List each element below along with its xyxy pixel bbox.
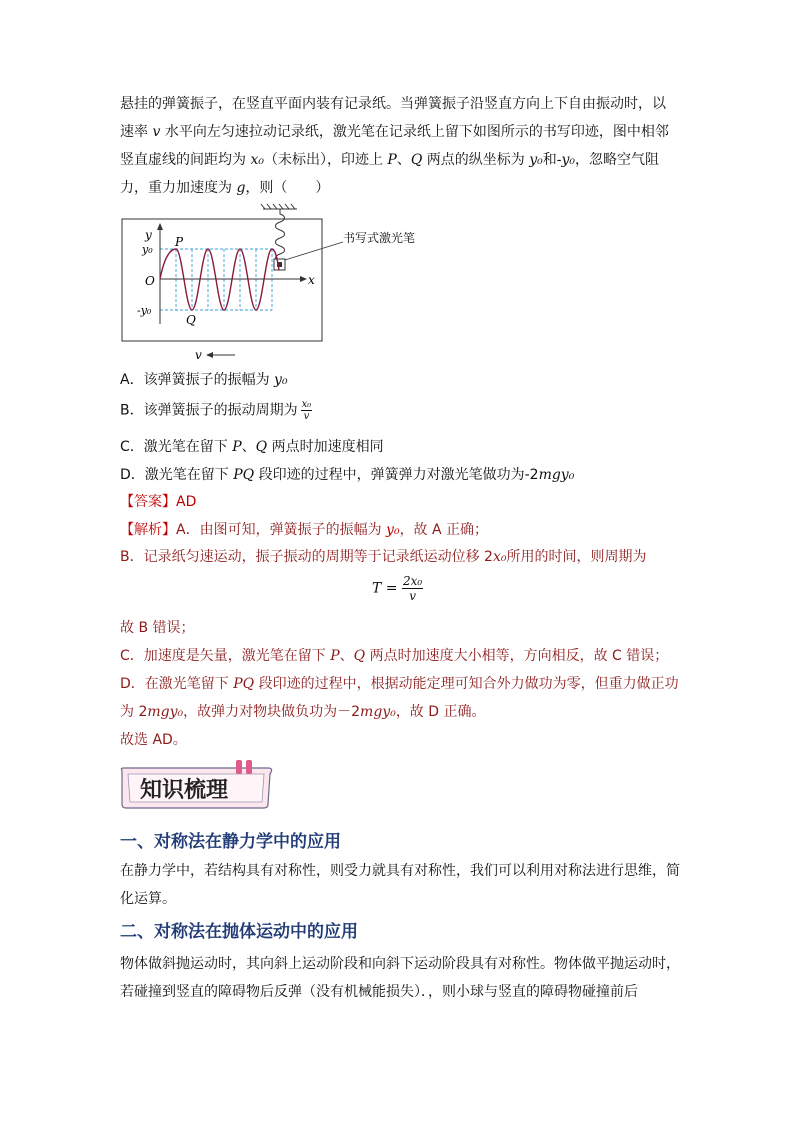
point-p-label: P bbox=[175, 235, 184, 249]
oscillation-figure bbox=[115, 200, 445, 368]
tick-y0: y₀ bbox=[142, 243, 153, 256]
axis-x-label: x bbox=[308, 273, 315, 287]
pen-label: 书写式激光笔 bbox=[343, 231, 416, 245]
period-formula: T = $\frac{\text{2x₀}}{v}$ bbox=[372, 574, 423, 603]
analysis-a: 【解析】A．由图可知，弹簧振子的振幅为 y₀，故 A 正确； bbox=[120, 522, 489, 538]
point-q-label: Q bbox=[186, 313, 196, 327]
velocity-label: v bbox=[195, 348, 202, 362]
option-a: A．该弹簧振子的振幅为 y₀ bbox=[120, 372, 288, 388]
axis-y-label: y bbox=[145, 228, 152, 242]
svg-text:知识梳理: 知识梳理 bbox=[140, 777, 229, 803]
analysis-final: 故选 AD。 bbox=[120, 732, 187, 748]
section-1-body: 在静力学中，若结构具有对称性，则受力就具有对称性，我们可以利用对称法进行思维，简化运算。 bbox=[120, 863, 680, 907]
section-2-body: 物体做斜抛运动时，其向斜上运动阶段和向斜下运动阶段具有对称性。物体做平抛运动时，若碰撞到竖直的障碍物后反弹（没有机械能损失）．，则小球与竖直的障碍物碰撞前后 bbox=[120, 956, 680, 1000]
clip-icon bbox=[236, 760, 242, 774]
tick-neg-y0: -y₀ bbox=[137, 304, 152, 317]
answer-line: 【答案】AD bbox=[120, 494, 197, 510]
option-d: D．激光笔在留下 PQ 段印迹的过程中，弹簧弹力对激光笔做功为-2mgy₀ bbox=[120, 467, 575, 483]
section-2-heading: 二、对称法在抛体运动中的应用 bbox=[120, 922, 358, 942]
knowledge-banner bbox=[118, 760, 278, 812]
question-line-2: 速率 v 水平向左匀速拉动记录纸，激光笔在记录纸上留下如图所示的书写印迹，图中相邻 bbox=[120, 124, 669, 140]
analysis-c: C．加速度是矢量，激光笔在留下 P、Q 两点时加速度大小相等，方向相反，故 C 错误； bbox=[120, 648, 669, 664]
question-line-4: 力，重力加速度为 g，则（ ） bbox=[120, 180, 330, 196]
question-line-3: 竖直虚线的间距均为 x₀（未标出），印迹上 P、Q 两点的纵坐标为 y₀和-y₀，忽略空气阻 bbox=[120, 152, 660, 168]
analysis-d-2: 为 2mgy₀，故弹力对物块做负功为－2mgy₀，故 D 正确。 bbox=[120, 704, 486, 720]
option-c: C．激光笔在留下 P、Q 两点时加速度相同 bbox=[120, 439, 384, 455]
option-b: B．该弹簧振子的振动周期为 $\frac{\text{x₀}}{v}$ bbox=[120, 399, 312, 422]
ceiling-mount bbox=[261, 204, 297, 209]
question-line-1: 悬挂的弹簧振子，在竖直平面内装有记录纸。当弹簧振子沿竖直方向上下自由振动时，以 bbox=[120, 96, 666, 112]
analysis-d-1: D．在激光笔留下 PQ 段印迹的过程中，根据动能定理可知合外力做功为零，但重力做正功 bbox=[120, 676, 679, 692]
analysis-b-conclusion: 故 B 错误； bbox=[120, 620, 195, 636]
section-1-heading: 一、对称法在静力学中的应用 bbox=[120, 832, 341, 852]
origin-label: O bbox=[145, 274, 155, 288]
analysis-b: B．记录纸匀速运动，振子振动的周期等于记录纸运动位移 2x₀所用的时间，则周期为 bbox=[120, 549, 647, 565]
